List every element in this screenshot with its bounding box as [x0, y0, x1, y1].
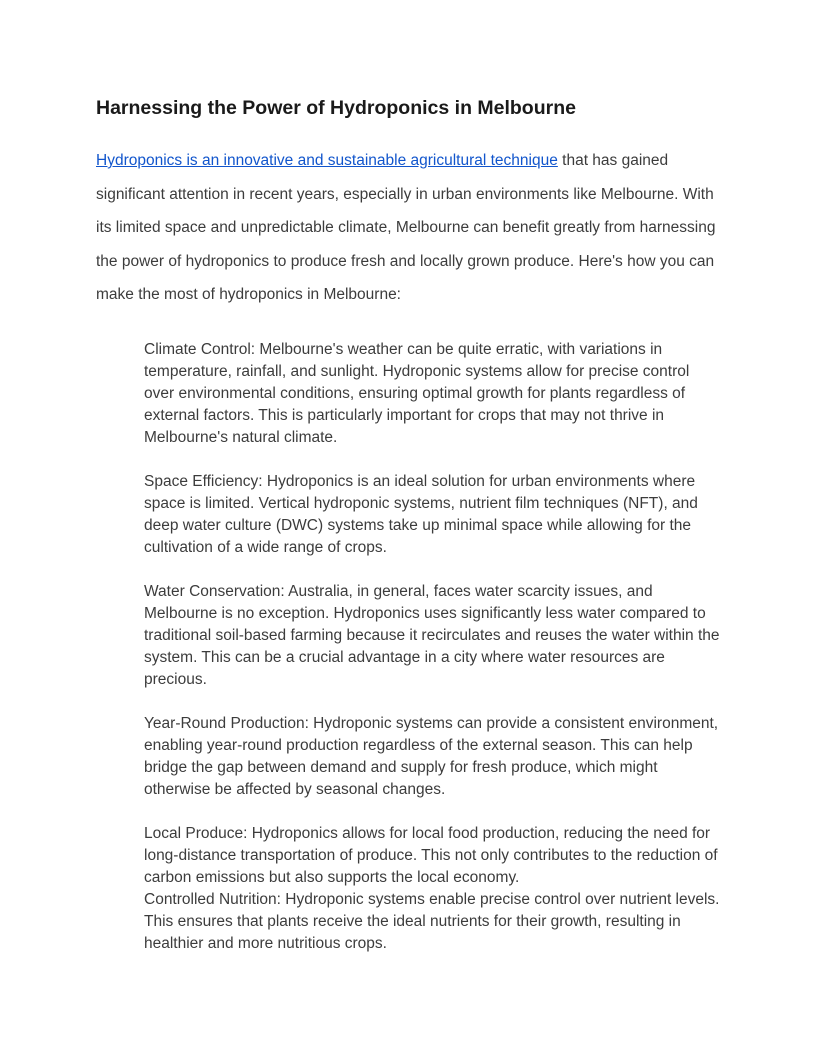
point-space-efficiency: Space Efficiency: Hydroponics is an ideal solution for urban environments where space is limited. Vertical hydroponic systems, nutrient film techniques (NFT), and deep water culture (DWC) systems take up minimal space while allowing for the cultivation of a wide range of crops. — [144, 472, 698, 556]
page-title: Harnessing the Power of Hydroponics in Melbourne — [96, 97, 576, 119]
point-year-round-production: Year-Round Production: Hydroponic systems can provide a consistent environment, enabling year-round production regardless of the external season. This can help bridge the gap between demand and supply for fresh produce, which might otherwise be affected by seasonal changes. — [144, 714, 719, 798]
intro-link[interactable]: Hydroponics is an innovative and sustainable agricultural technique — [96, 152, 558, 169]
point-controlled-nutrition: Controlled Nutrition: Hydroponic systems enable precise control over nutrient levels. This ensures that plants receive the ideal nutrients for their growth, resulting in healthier and more nutritious crops. — [144, 890, 720, 952]
point-water-conservation: Water Conservation: Australia, in general, faces water scarcity issues, and Melbourne is no exception. Hydroponics uses significantly less water compared to traditional soil-based farming because it recirculates and reuses the water within the system. This can be a crucial advantage in a city where water resources are precious. — [144, 582, 720, 688]
intro-text: that has gained significant attention in recent years, especially in urban environments like Melbourne. With its limited space and unpredictable climate, Melbourne can benefit greatly from harnessing the power of hydroponics to produce fresh and locally grown produce. Here's how you can make the most of hydroponics in Melbourne: — [96, 152, 716, 303]
point-local-produce: Local Produce: Hydroponics allows for local food production, reducing the need for long-distance transportation of produce. This not only contributes to the reduction of carbon emissions but also supports the local economy. — [144, 824, 718, 886]
document-page — [96, 94, 720, 977]
points-list — [144, 339, 722, 955]
intro-paragraph — [96, 144, 720, 312]
point-climate-control: Climate Control: Melbourne's weather can be quite erratic, with variations in temperature, rainfall, and sunlight. Hydroponic systems allow for precise control over environmental conditions, ensuring optimal growth for plants regardless of external factors. This is particularly important for crops that may not thrive in Melbourne's natural climate. — [144, 340, 690, 446]
